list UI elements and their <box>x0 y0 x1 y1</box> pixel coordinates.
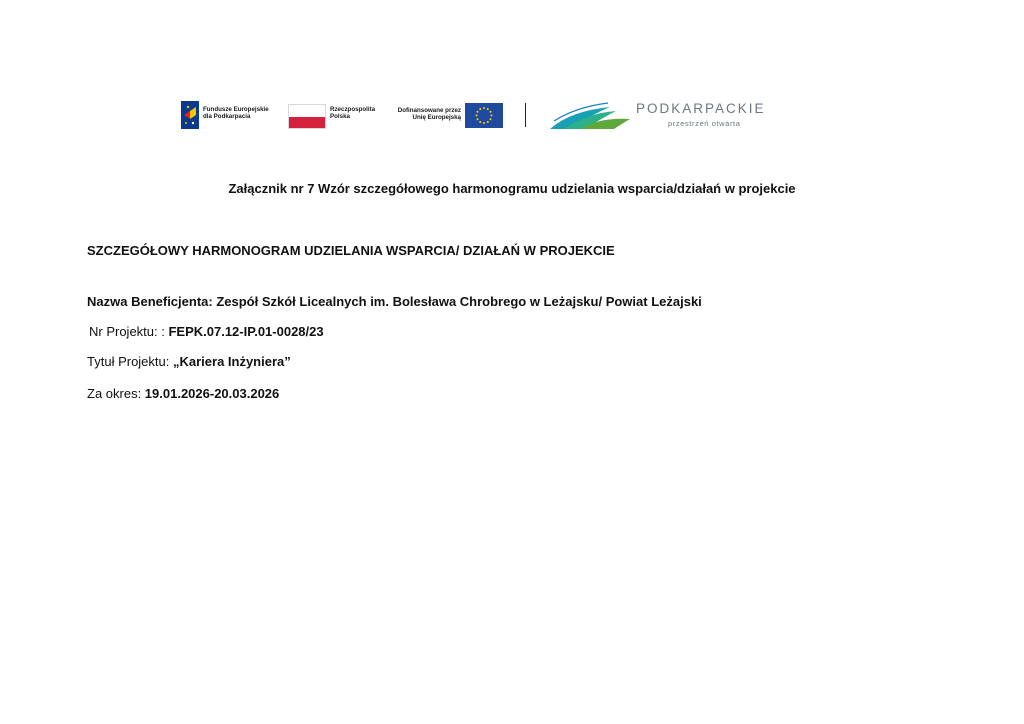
period-value: 19.01.2026-20.03.2026 <box>144 386 280 401</box>
project-number-line <box>89 324 324 339</box>
fundusze-europejskie-logo <box>178 98 278 132</box>
period-label: Za okres: <box>87 386 145 401</box>
eu-line-1: Dofinansowane przez <box>397 107 461 114</box>
period-line <box>87 386 279 401</box>
fe-line-1: Fundusze Europejskie <box>203 106 269 113</box>
project-title-label: Tytuł Projektu: <box>87 354 173 369</box>
rzeczpospolita-logo <box>288 98 388 132</box>
rp-line-2: Polska <box>330 113 350 121</box>
rp-line-1: Rzeczpospolita <box>330 106 376 113</box>
project-title-value: „Kariera Inżyniera” <box>172 354 291 369</box>
eu-text <box>393 107 461 122</box>
project-number-value: FEPK.07.12-IP.01-0028/23 <box>168 324 324 339</box>
fundusze-europejskie-text <box>203 106 269 121</box>
logo-divider <box>525 103 526 127</box>
polish-flag-icon <box>288 104 326 129</box>
rzeczpospolita-text <box>330 106 375 121</box>
podkarpackie-name: PODKARPACKIE <box>636 101 766 116</box>
fundusze-europejskie-icon <box>181 101 199 129</box>
podkarpackie-swoosh-icon <box>550 101 634 131</box>
fe-line-2: dla Podkarpacia <box>203 113 251 121</box>
beneficiary-line: Nazwa Beneficjenta: Zespół Szkół Licealnych im. Bolesława Chrobrego w Leżajsku/ Powiat Leżajski <box>87 294 702 309</box>
schedule-heading: SZCZEGÓŁOWY HARMONOGRAM UDZIELANIA WSPARCIA/ DZIAŁAŃ W PROJEKCIE <box>87 243 615 258</box>
eu-logo <box>393 98 505 132</box>
project-number-label: Nr Projektu: : <box>89 324 169 339</box>
attachment-title: Załącznik nr 7 Wzór szczegółowego harmonogramu udzielania wsparcia/działań w projekcie <box>228 181 796 196</box>
project-title-line <box>87 354 291 369</box>
podkarpackie-logo <box>550 97 766 135</box>
logo-bar <box>178 93 766 139</box>
podkarpackie-tagline: przestrzeń otwarta <box>668 119 741 128</box>
eu-flag-icon <box>465 103 503 128</box>
eu-line-2: Unię Europejską <box>412 114 461 122</box>
